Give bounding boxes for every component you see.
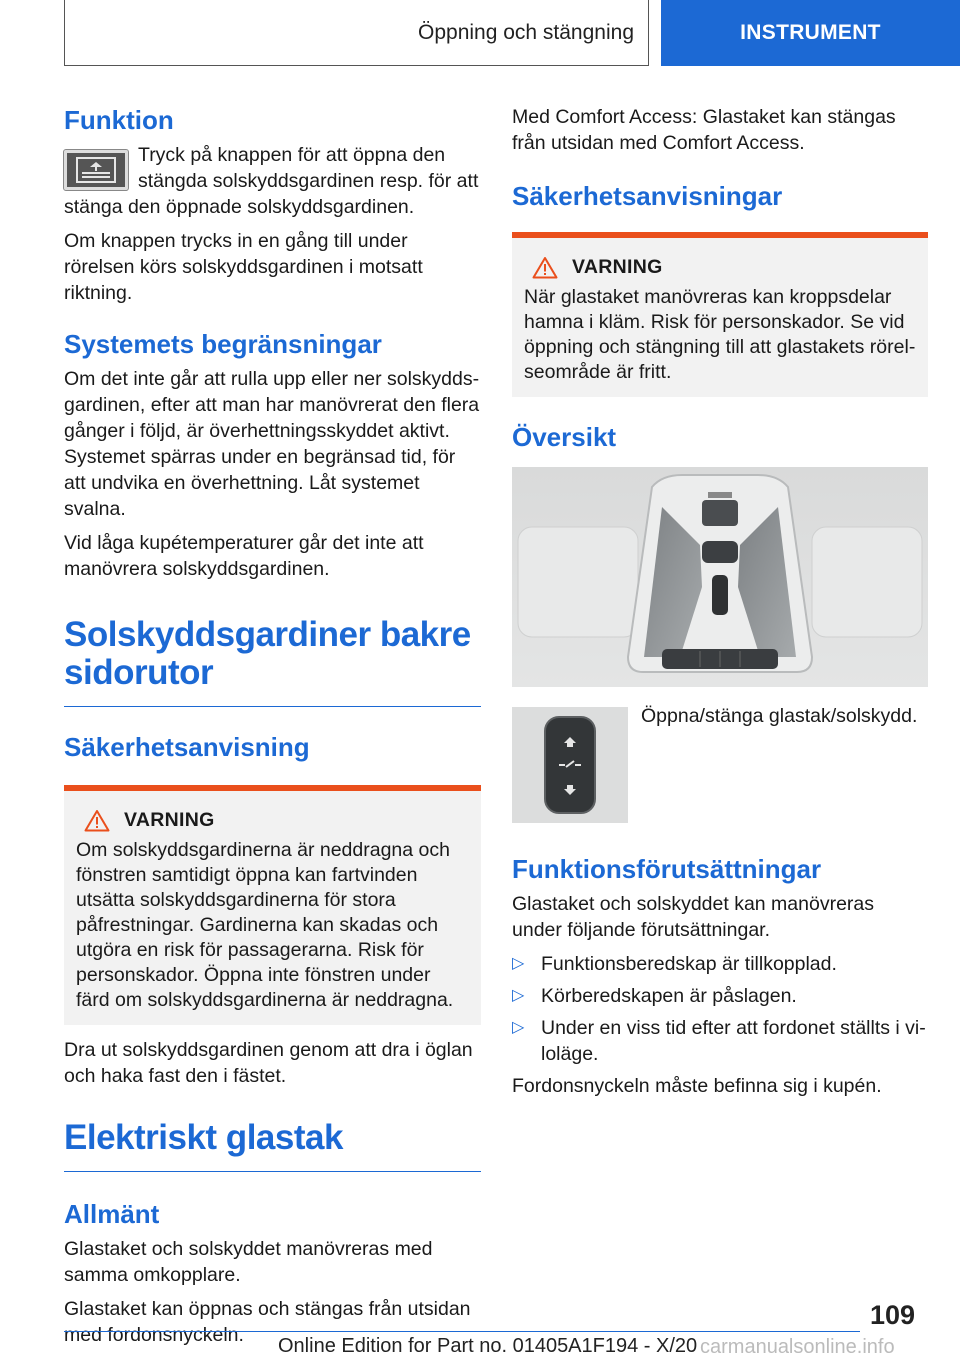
system-text-1: Om det inte går att rulla upp eller ner solskyddsgardinen, efter att man har manövrerat den flera gånger i följd, är överhettningsskyddet aktivt. Systemet spärras under en begränsad tid, för att undvika en överhettning. Låt systemet svalna. bbox=[64, 368, 480, 520]
conditions-list bbox=[512, 951, 928, 1067]
footer-rule bbox=[64, 1331, 860, 1332]
warning-box-sunblind bbox=[64, 785, 481, 1025]
warning-header bbox=[524, 256, 916, 279]
allmant-text-1: Glastaket och solskyddet manövreras med samma omkopplare. bbox=[64, 1238, 433, 1286]
roof-console-image bbox=[512, 467, 928, 687]
system-text-2: Vid låga kupétemperaturer går det inte att manövrera solskyddsgardinen. bbox=[64, 532, 424, 580]
header-section-tab bbox=[64, 0, 649, 66]
triangle-bullet-icon: ▷ bbox=[512, 1019, 525, 1036]
list-item: ▷ Funktionsberedskap är tillkopplad. bbox=[512, 953, 837, 975]
page-number: 109 bbox=[870, 1300, 916, 1330]
heading-allmant: Allmänt bbox=[64, 1199, 160, 1229]
sunblind-button-icon bbox=[64, 150, 128, 190]
warning-box-glastak bbox=[512, 232, 928, 397]
warning-triangle-icon bbox=[532, 256, 558, 279]
heading-sakerhetsanvisningar: Säkerhetsanvisningar bbox=[512, 181, 783, 211]
sunblind-symbol-icon bbox=[76, 157, 116, 183]
comfort-access-text: Med Comfort Access: Glastaket kan stängas från utsidan med Comfort Access. bbox=[512, 106, 896, 154]
header-section-title: Öppning och stängning bbox=[418, 20, 634, 44]
triangle-bullet-icon: ▷ bbox=[512, 987, 525, 1004]
section-divider bbox=[64, 706, 481, 707]
heading-funktionsforutsattningar: Funktionsförutsättningar bbox=[512, 854, 822, 884]
allmant-text-2: Glastaket kan öppnas och stängas från utsidan med fordonsnyckeln. bbox=[64, 1298, 471, 1346]
key-text: Fordonsnyckeln måste befinna sig i kupén. bbox=[512, 1075, 882, 1097]
triangle-bullet-icon: ▷ bbox=[512, 955, 525, 972]
heading-oversikt: Översikt bbox=[512, 422, 617, 452]
list-item: ▷ Körberedskapen är påslagen. bbox=[512, 985, 797, 1007]
heading-sakerhetsanvisning: Säkerhetsanvisning bbox=[64, 732, 310, 762]
right-column bbox=[512, 100, 928, 1107]
footer-edition: Online Edition for Part no. 01405A1F194 - X/20 bbox=[278, 1335, 698, 1357]
switch-row bbox=[512, 707, 928, 823]
glastak-switch-image bbox=[512, 707, 628, 823]
heading-solskyddsgardiner: Solskyddsgardiner bakre sidorutor bbox=[64, 615, 471, 692]
heading-systemets-begransningar: Systemets begränsningar bbox=[64, 329, 382, 359]
list-item: ▷ Under en viss tid efter att fordonet ställts i viloläge. bbox=[512, 1017, 926, 1065]
forut-text: Glastaket och solskyddet kan manövreras under följande förutsättningar. bbox=[512, 893, 875, 941]
header-chapter-tab[interactable] bbox=[661, 0, 960, 66]
switch-caption: Öppna/stänga glastak/solskydd. bbox=[641, 705, 918, 727]
watermark: carmanualsonline.info bbox=[700, 1336, 895, 1358]
warning-triangle-icon bbox=[84, 809, 110, 832]
header-chapter-label: INSTRUMENT bbox=[740, 21, 881, 44]
heading-funktion: Funktion bbox=[64, 105, 174, 135]
warning-text: Om solskyddsgardinerna är neddragna och fönstren samtidigt öppna kan fartvinden utsätta solskyddsgardinerna för stora påfrestningar. Gardinerna kan skadas och utgöra en risk för passagerarna. Risk för personskador. Öppna inte fönstren under färd om solskyddsgardinerna är neddragna. bbox=[76, 839, 454, 1011]
solskydd-text: Dra ut solskyddsgardinen genom att dra i öglan och haka fast den i fästet. bbox=[64, 1039, 473, 1087]
funktion-block bbox=[64, 142, 481, 306]
heading-elektriskt-glastak: Elektriskt glastak bbox=[64, 1118, 343, 1157]
warning-label: VARNING bbox=[124, 809, 215, 831]
funktion-text-1: Tryck på knappen för att öppna den stängda solskyddsgardinen resp. för att stänga den öppnade solskyddsgardinen. bbox=[64, 144, 479, 218]
section-divider bbox=[64, 1171, 481, 1172]
left-column bbox=[64, 100, 481, 1356]
funktion-text-2: Om knappen trycks in en gång till under rörelsen körs solskyddsgardinen i motsatt riktning. bbox=[64, 230, 423, 304]
warning-label: VARNING bbox=[572, 256, 663, 278]
warning-text: När glastaket manövreras kan kroppsdelar hamna i kläm. Risk för personskador. Se vid öppning och stängning till att glastakets rörelseområde är fritt. bbox=[524, 286, 916, 383]
warning-header bbox=[76, 809, 469, 832]
